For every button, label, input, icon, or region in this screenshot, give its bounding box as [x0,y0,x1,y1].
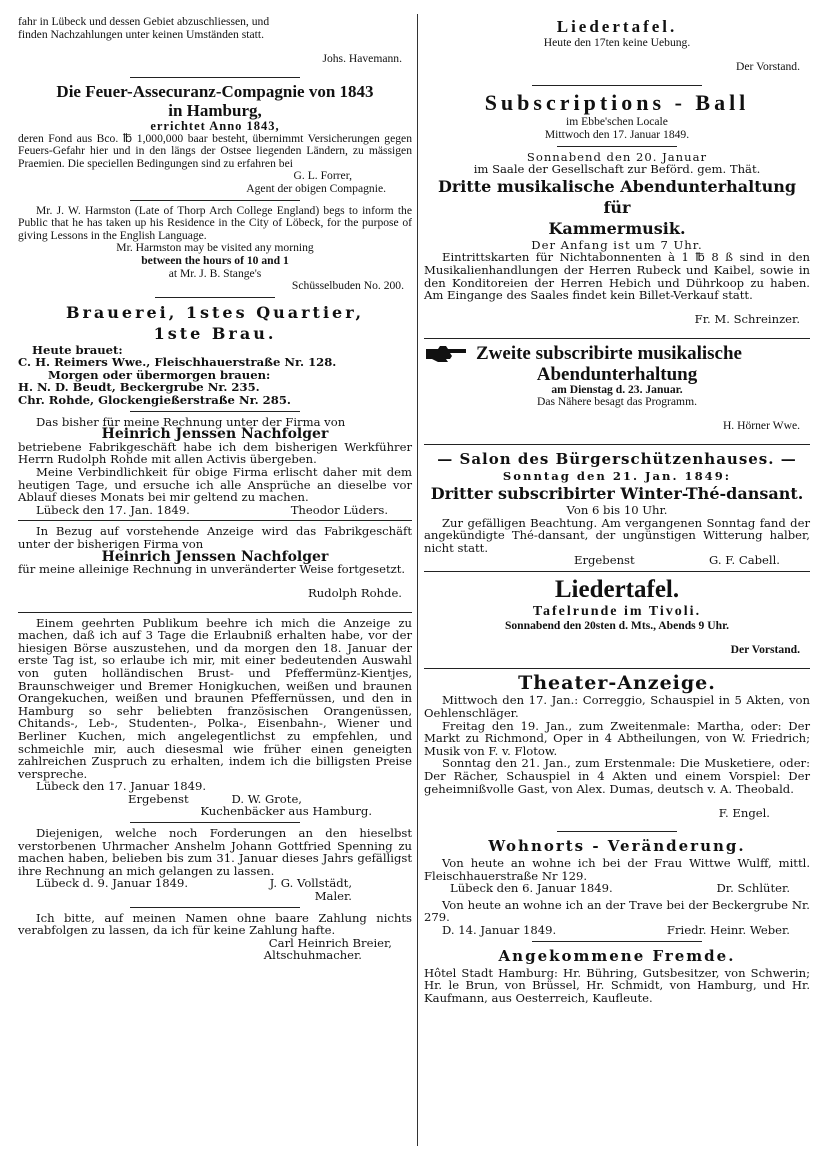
ad-body: betriebene Fabrikgeschäft habe ich dem bisherigen Werkführer Herrn Rudolph Rohde mit allen Activis übergeben. [18,439,412,467]
ad-body: Diejenigen, welche noch Forderungen an den hieselbst verstorbenen Uhrmacher Anshelm Johann Gottfried Spenning zu machen haben, belieben bis zum 31. Januar dieses Jahrs gefälligst ihre Rechnung an mich gelangen zu lassen. [18,826,412,878]
ad-title: Abendunterhaltung [536,363,698,385]
divider [155,297,275,298]
ad-signature: Carl Heinrich Breier, [268,935,392,950]
ad-breier [18,912,412,962]
ad-signature-row [18,877,412,890]
ad-title: Dritte musikalische Abendunterhaltung für [437,176,797,217]
ad-line: Mr. Harmston may be visited any morning [116,241,314,255]
ad-role: Kuchenbäcker aus Hamburg. [200,804,372,819]
ad-title: Kammermusik. [548,218,686,238]
ad-kammermusik [424,151,810,326]
notice-line: fahr in Lübeck und dessen Gebiet abzuschliessen, und [18,15,270,28]
ad-title: 1ste Brau. [153,323,277,343]
ad-date: Lübeck d. 9. Januar 1849. [36,876,189,891]
divider [424,571,810,572]
ad-body: Freitag den 19. Jan., zum Zweitenmale: Martha, oder: Der Markt zu Richmond, Oper in 4 Abtheilungen, von W. Friedrich; Musik von F. v. Flotow. [424,718,810,758]
ad-jenssen-2 [18,525,412,600]
ad-signature-label: Ergebenst [574,553,635,568]
ad-line: Schüsselbuden No. 200. [291,279,404,293]
ad-title: Zweite subscribirte musikalische [476,343,742,364]
ad-signature: Der Vorstand. [736,60,800,74]
ad-line: at Mr. J. B. Stange's [168,266,262,280]
ad-body: Einem geehrten Publikum beehre ich mich die Anzeige zu machen, daß ich auf 3 Tage die Erlaubniß erhalten habe, vor der hiesigen Börse auszustehen, und da morgen den 18. Januar der erste Tag ist, so erlaube ich mir, mit einer bedeutenden Auswahl von guten holländischen Brust- und Pfeffermünz-Kientjes, Braunschweiger und Bremer Honigkuchen, weißen und braunen Orangekuchen, weißen und braunen Pfeffernüssen, und den in Hamburg so sehr beliebten französischen Orangenüssen, Chitands-, Leb-, Studenten-, Polka-, Eisenbahn-, Wiener und Berliner Kuchen, mich angelegentlichst zu empfehlen, und schmeichle mir, auch diesesmal wie früher einen geneigten zahlreichen Zuspruch zu erhalten, indem ich die billigsten Preise verspreche. [18,615,412,781]
ad-fremde [424,946,810,1005]
divider [18,520,412,521]
notice-line: finden Nachzahlungen unter keinen Umständen statt. [18,27,264,41]
ad-signature-row [424,554,810,567]
ad-role: Agent der obigen Compagnie. [246,181,386,195]
ad-line: Das bisher für meine Rechnung unter der Firma von [36,414,346,429]
ad-line: Chr. Rohde, Glockengießerstraße Nr. 285. [18,393,291,408]
ad-brauerei [18,302,412,407]
divider [130,822,300,823]
ad-signature: Theodor Lüders. [290,502,388,517]
ad-line: am Dienstag d. 23. Januar. [551,382,683,396]
ad-title: Theater-Anzeige. [518,672,716,695]
divider [557,146,677,147]
divider [557,831,677,832]
ad-wohnort [424,836,810,937]
divider [130,77,300,78]
ad-date: Lübeck den 17. Jan. 1849. [36,502,190,517]
notice-havemann [18,16,412,65]
ad-date: Lübeck den 17. Januar 1849. [36,779,207,794]
ad-body: Sonntag den 21. Jan., zum Erstenmale: Die Musketiere, oder: Der Rächer, Schauspiel in 4 Akten und einem Vorspiel: Der geheimnißvolle Gast, von Alex. Dumas, deutsch v. A. Theobald. [424,756,810,796]
ad-salon [424,449,810,567]
ad-title: Liedertafel. [554,576,680,604]
left-column [18,16,412,962]
ad-feuer-assecuranz [18,82,412,196]
ad-theater [424,673,810,819]
ad-body: Von heute an wohne ich an der Trave bei der Beckergrube Nr. 279. [424,897,810,925]
ad-line: Sonntag den 21. Jan. 1849: [502,469,732,484]
ad-liedertafel-1 [424,16,810,74]
ad-line: Heute den 17ten keine Uebung. [543,36,691,49]
ad-liedertafel-2 [424,576,810,657]
ad-subtitle: errichtet Anno 1843, [150,118,280,133]
divider [424,668,810,669]
ad-signature: Rudolph Rohde. [307,586,402,601]
ad-role: Altschuhmacher. [263,948,362,963]
divider [532,85,702,86]
ad-zweite-abendunterhaltung [424,343,810,433]
ad-line: im Ebbe'schen Locale [566,115,668,129]
ad-line: Das Nähere besagt das Programm. [536,395,697,409]
ad-signature-row [424,924,810,937]
ad-line: Mittwoch den 17. Januar 1849. [544,127,690,141]
ad-body: Hôtel Stadt Hamburg: Hr. Bühring, Gutsbesitzer, von Schwerin; Hr. le Brun, von Brüssel, Hr. Schmidt, von Hamburg, und Hr. Kaufmann, aus Oesterreich, Kaufleute. [424,965,810,1005]
ad-title: Liedertafel. [556,17,678,36]
ad-line: Sonnabend den 20sten d. Mts., Abends 9 Uhr. [504,619,730,633]
ad-signature: D. W. Grote, [231,791,302,806]
ad-firm: Heinrich Jenssen Nachfolger [101,548,329,565]
ad-line: im Saale der Gesellschaft zur Beförd. gem. Thät. [473,162,761,177]
ad-body: deren Fond aus Bco. ℔ 1,000,000 baar besteht, übernimmt Versicherungen gegen Feuers-Gefahr hier und in den längs der Ostsee liegenden Ländern, zu mässigen Praemien. Die speciellen Bedingungen sind zu erfahren bei [18,131,412,170]
ad-harmston [18,205,412,293]
ad-body: Eintrittskarten für Nichtabonnenten à 1 ℔ 8 ß sind in den Musikalienhandlungen der Herren Rubeck und Kaibel, sowie in den Konditoreien der Herren Hebich und Dührkoop zu haben. Am Eingange des Saales findet kein Billet-Verkauf statt. [424,250,810,303]
ad-grote [18,617,412,819]
ad-role: Maler. [314,889,352,904]
ad-title: Wohnorts - Veränderung. [488,836,746,855]
ad-title-row [424,343,810,365]
ad-subtitle: Tafelrunde im Tivoli. [532,604,702,620]
ad-title: Brauerei, 1stes Quartier, [65,302,365,322]
ad-line: Von 6 bis 10 Uhr. [566,503,668,518]
ad-signature: F. Engel. [718,805,770,820]
ad-date: D. 14. Januar 1849. [442,922,557,937]
ad-signature: Dr. Schlüter. [716,881,790,896]
divider [18,612,412,613]
ad-signature: Der Vorstand. [730,643,800,657]
ad-signature: G. F. Cabell. [709,553,780,568]
ad-body: Mittwoch den 17. Jan.: Correggio, Schauspiel in 5 Akten, von Oehlenschläger. [424,693,810,720]
ad-body: Meine Verbindlichkeit für obige Firma erlischt daher mit dem heutigen Tage, und ersuche ich alle Ansprüche an dieselbe vor Ablauf dieses Monats bei mir geltend zu machen. [18,465,412,505]
column-divider [417,14,418,1146]
ad-label: Morgen oder übermorgen brauen: [48,367,271,382]
ad-subscriptions-ball [424,90,810,141]
right-column [424,16,810,1004]
ad-body: Ich bitte, auf meinen Namen ohne baare Zahlung nichts verabfolgen zu lassen, da ich für keine Zahlung hafte. [18,910,412,938]
ad-title: Die Feuer-Assecuranz-Compagnie von 1843 [56,81,374,101]
divider [130,411,300,412]
ad-event: Dritter subscribirter Winter-Thé-dansant. [430,484,804,504]
ad-line: Der Anfang ist um 7 Uhr. [531,237,703,252]
pointing-hand-icon [424,343,468,365]
ad-title: Angekommene Fremde. [498,946,736,965]
ad-date: Lübeck den 6. Januar 1849. [450,881,613,896]
ad-jenssen-1 [18,416,412,517]
ad-body: In Bezug auf vorstehende Anzeige wird das Fabrikgeschäft unter der bisherigen Firma von [18,524,412,551]
ad-signature-row [18,504,412,517]
ad-title: Subscriptions - Ball [484,90,750,116]
ad-signature: Fr. M. Schreinzer. [694,312,800,327]
ad-title: — Salon des Bürgerschützenhauses. — [437,450,797,469]
ad-body: Mr. J. W. Harmston (Late of Thorp Arch College England) begs to inform the Public that he has taken up his Residence in the City of Löbeck, for the purpose of giving Lessons in the English Language. [18,203,412,242]
ad-title: in Hamburg, [168,100,262,120]
ad-line: C. H. Reimers Wwe., Fleischhauerstraße Nr. 128. [18,355,337,370]
ad-line: Sonnabend den 20. Januar [526,149,708,164]
ad-signature-label: Ergebenst [128,791,189,806]
divider [532,941,702,942]
ad-body: Zur gefälligen Beachtung. Am vergangenen Sonntag fand der angekündigte Thé-dansant, der ungünstigen Witterung halber, nicht statt. [424,515,810,555]
ad-signature: H. Hörner Wwe. [722,419,800,433]
divider [130,200,300,201]
ad-signature: Friedr. Heinr. Weber. [666,922,790,937]
ad-label: Heute brauet: [32,342,123,357]
ad-spenning [18,827,412,903]
divider [424,338,810,339]
ad-line: between the hours of 10 and 1 [141,253,289,267]
ad-firm: Heinrich Jenssen Nachfolger [101,426,329,443]
divider [130,907,300,908]
divider [424,444,810,445]
ad-line: H. N. D. Beudt, Beckergrube Nr. 235. [18,380,260,395]
ad-signature-row [424,882,810,895]
ad-name: G. L. Forrer, [293,169,352,183]
ad-body: Von heute an wohne ich bei der Frau Wittwe Wulff, mittl. Fleischhauerstraße Nr 129. [424,855,810,883]
ad-signature: J. G. Vollstädt, [269,876,352,891]
notice-signature: Johs. Havemann. [322,51,402,65]
ad-body: für meine alleinige Rechnung in unveränderter Weise fortgesetzt. [18,562,406,577]
